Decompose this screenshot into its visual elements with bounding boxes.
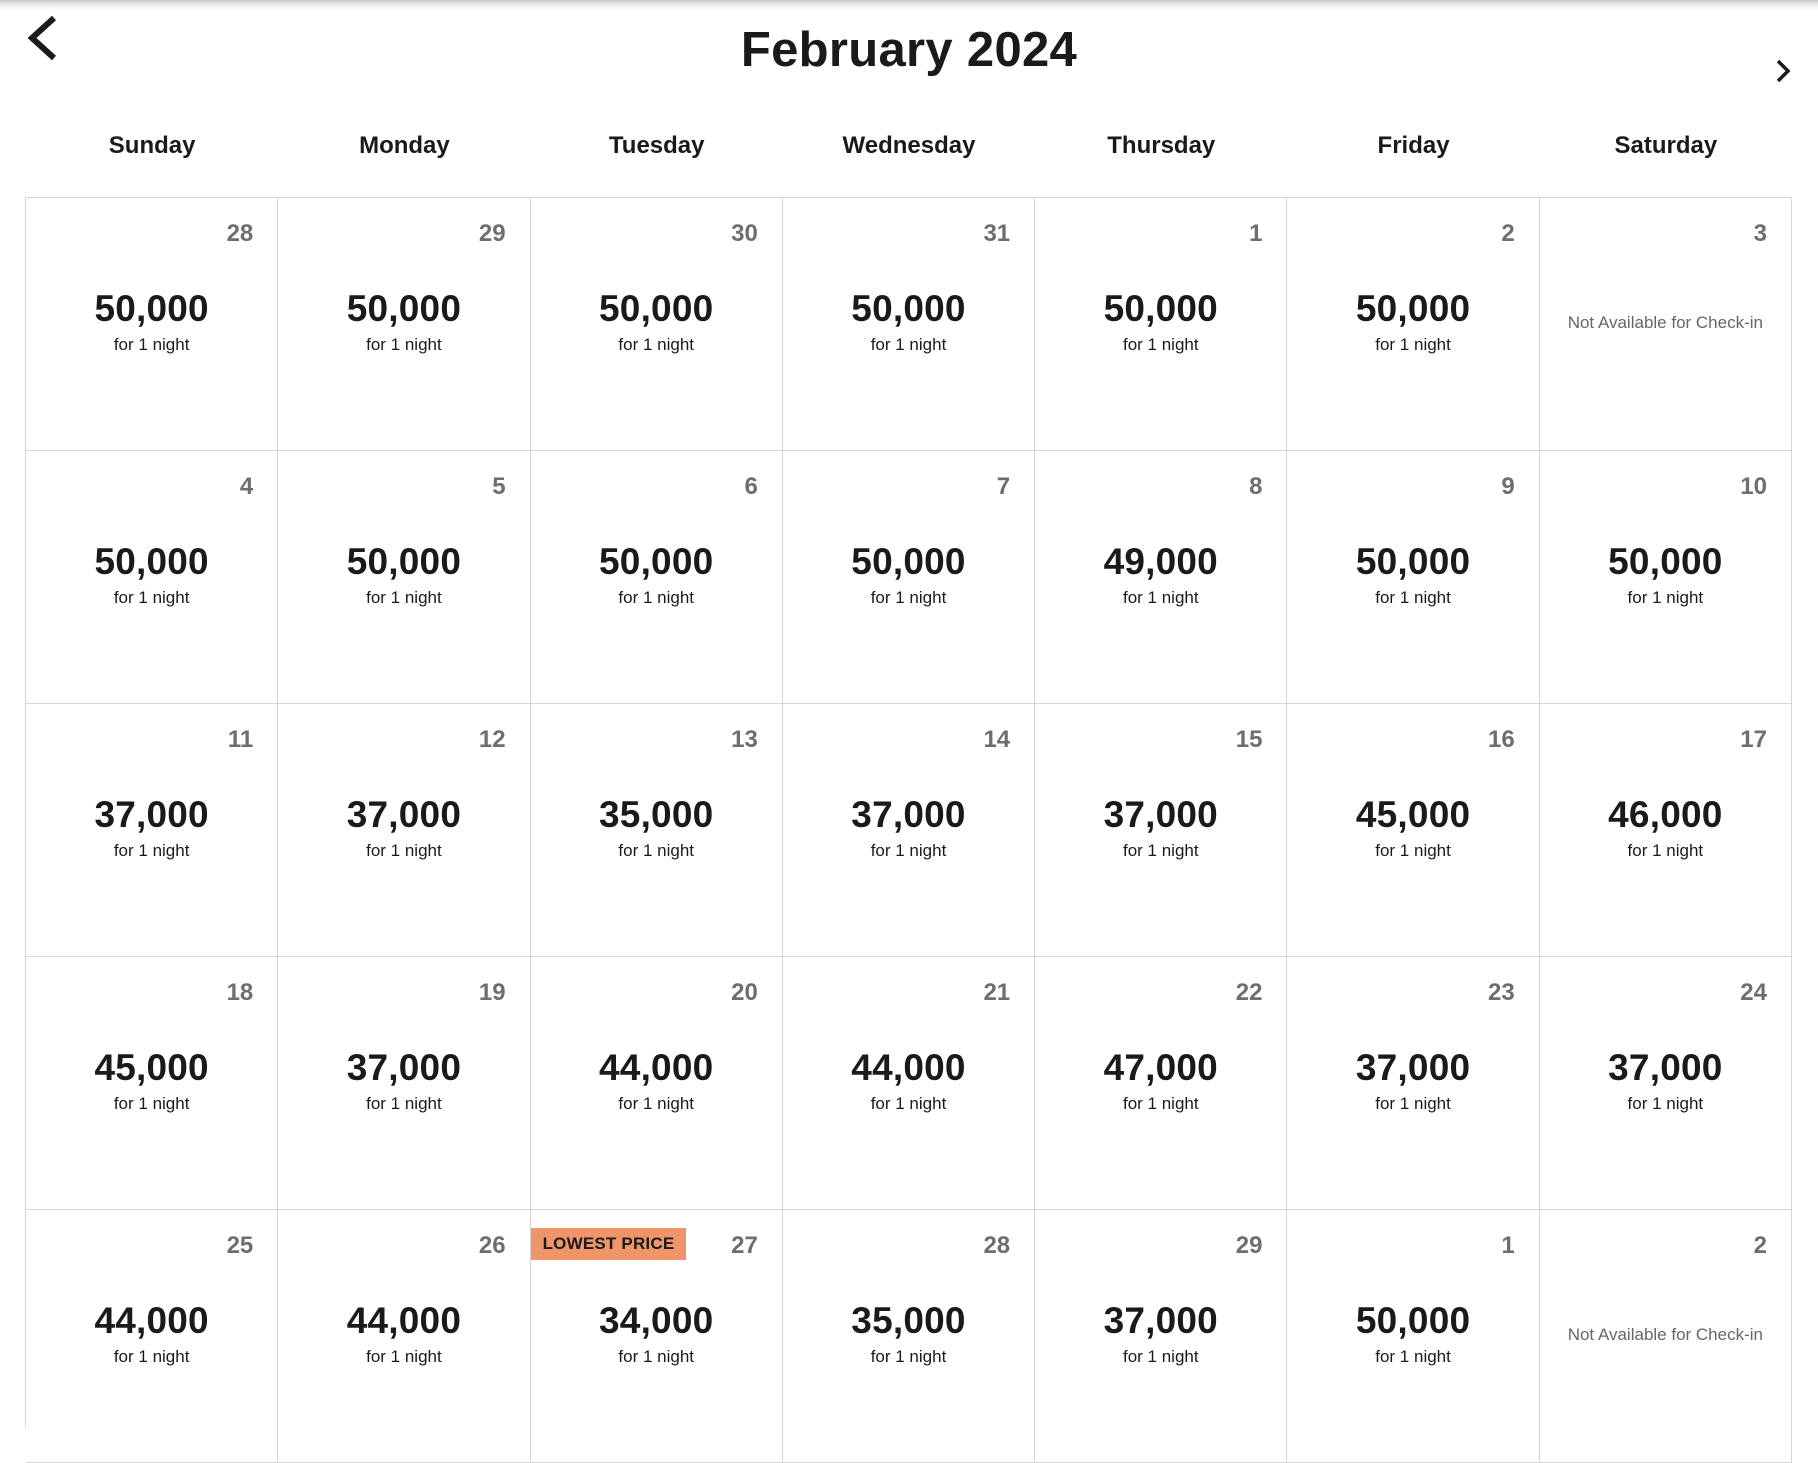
day-number: 7 <box>996 473 1011 500</box>
points-price: 50,000 <box>94 541 209 582</box>
calendar-day-cell[interactable] <box>278 1210 530 1463</box>
calendar-day-cell[interactable] <box>26 1210 278 1463</box>
day-number: 17 <box>1740 726 1767 753</box>
nights-label: for 1 night <box>1122 1094 1199 1113</box>
nights-label: for 1 night <box>113 588 190 607</box>
calendar-day-cell <box>1540 198 1792 451</box>
chevron-right-icon <box>1766 54 1800 88</box>
day-number: 6 <box>744 473 758 500</box>
points-price: 50,000 <box>1103 288 1218 329</box>
nights-label: for 1 night <box>618 335 694 354</box>
calendar-day-cell[interactable] <box>1035 451 1287 704</box>
day-number: 28 <box>226 220 254 247</box>
calendar-day-cell[interactable] <box>1287 704 1539 957</box>
calendar-day-cell[interactable] <box>783 704 1035 957</box>
calendar-day-cell[interactable] <box>278 451 530 704</box>
calendar-day-cell[interactable] <box>1540 704 1792 957</box>
nights-label: for 1 night <box>870 588 947 607</box>
day-number: 1 <box>1501 1232 1515 1259</box>
calendar-day-cell[interactable] <box>783 1210 1035 1463</box>
calendar-day-cell[interactable] <box>26 704 278 957</box>
day-number: 2 <box>1753 1232 1767 1259</box>
nights-label: for 1 night <box>366 335 442 354</box>
day-number: 14 <box>983 726 1011 753</box>
day-number: 28 <box>983 1232 1011 1259</box>
points-price: 37,000 <box>346 1047 462 1088</box>
points-price: 37,000 <box>346 794 462 835</box>
points-price: 35,000 <box>599 794 714 835</box>
points-price: 50,000 <box>851 541 966 582</box>
day-number: 16 <box>1488 726 1515 753</box>
points-price: 50,000 <box>599 288 714 329</box>
nights-label: for 1 night <box>618 841 694 860</box>
points-price: 44,000 <box>599 1047 714 1088</box>
points-price: 50,000 <box>599 541 714 582</box>
points-price: 50,000 <box>1355 288 1471 329</box>
points-price: 50,000 <box>851 288 966 329</box>
weekday-friday: Friday <box>1377 132 1450 159</box>
nights-label: for 1 night <box>1375 588 1451 607</box>
day-number: 5 <box>492 473 506 500</box>
top-shadow <box>0 0 1818 10</box>
calendar-day-cell[interactable] <box>1035 704 1287 957</box>
weekday-saturday: Saturday <box>1614 132 1718 159</box>
day-number: 24 <box>1740 979 1767 1006</box>
weekday-thursday: Thursday <box>1107 132 1216 159</box>
nights-label: for 1 night <box>366 1347 442 1366</box>
calendar-day-cell[interactable] <box>1035 1210 1287 1463</box>
calendar-day-cell[interactable] <box>531 451 783 704</box>
calendar-day-cell[interactable] <box>1287 1210 1539 1463</box>
day-number: 25 <box>226 1232 254 1259</box>
day-number: 8 <box>1249 473 1263 500</box>
day-number: 11 <box>227 726 254 753</box>
nights-label: for 1 night <box>870 1094 947 1113</box>
points-price: 45,000 <box>1355 794 1471 835</box>
points-price: 50,000 <box>1608 541 1723 582</box>
points-price: 44,000 <box>346 1300 462 1341</box>
day-number: 26 <box>478 1232 506 1259</box>
nights-label: for 1 night <box>618 588 694 607</box>
calendar-day-cell[interactable] <box>278 704 530 957</box>
points-price: 35,000 <box>851 1300 966 1341</box>
calendar-day-cell[interactable] <box>1540 957 1792 1210</box>
points-price: 50,000 <box>346 288 462 329</box>
month-title: February 2024 <box>740 23 1078 77</box>
weekday-tuesday: Tuesday <box>608 132 705 159</box>
day-number: 10 <box>1740 473 1767 500</box>
nights-label: for 1 night <box>113 1347 190 1366</box>
day-number: 22 <box>1235 979 1263 1006</box>
day-number: 2 <box>1501 220 1515 247</box>
nights-label: for 1 night <box>870 1347 947 1366</box>
weekday-wednesday: Wednesday <box>842 132 976 159</box>
day-number: 19 <box>478 979 506 1006</box>
day-number: 31 <box>983 220 1011 247</box>
calendar-day-cell[interactable] <box>1035 957 1287 1210</box>
points-price: 50,000 <box>94 288 209 329</box>
nights-label: for 1 night <box>366 588 442 607</box>
weekday-monday: Monday <box>359 132 450 159</box>
nights-label: for 1 night <box>113 1094 190 1113</box>
calendar-day-cell[interactable] <box>1287 451 1539 704</box>
points-price: 50,000 <box>346 541 462 582</box>
calendar-day-cell[interactable] <box>783 198 1035 451</box>
nights-label: for 1 night <box>870 335 947 354</box>
nights-label: for 1 night <box>1122 335 1199 354</box>
nights-label: for 1 night <box>1627 1094 1704 1113</box>
nights-label: for 1 night <box>366 841 442 860</box>
calendar-day-cell[interactable] <box>783 957 1035 1210</box>
points-price: 46,000 <box>1608 794 1723 835</box>
calendar-day-cell[interactable] <box>26 451 278 704</box>
day-number: 20 <box>731 979 758 1006</box>
nights-label: for 1 night <box>1627 841 1704 860</box>
weekday-header-row <box>26 132 1792 172</box>
calendar-day-cell[interactable] <box>531 704 783 957</box>
nights-label: for 1 night <box>1627 588 1704 607</box>
calendar-day-cell[interactable] <box>531 198 783 451</box>
nights-label: for 1 night <box>1122 588 1199 607</box>
calendar-day-cell[interactable] <box>1287 957 1539 1210</box>
day-number: 4 <box>239 473 254 500</box>
day-number: 29 <box>478 220 506 247</box>
next-month-button[interactable] <box>1766 54 1800 88</box>
unavailable-label: Not Available for Check-in <box>1567 313 1763 332</box>
points-price: 47,000 <box>1103 1047 1218 1088</box>
day-number: 9 <box>1501 473 1515 500</box>
calendar-day-cell[interactable] <box>1287 198 1539 451</box>
points-price: 37,000 <box>1355 1047 1471 1088</box>
nights-label: for 1 night <box>1375 1094 1451 1113</box>
day-number: 30 <box>731 220 758 247</box>
points-price: 44,000 <box>851 1047 966 1088</box>
calendar-day-cell[interactable] <box>26 957 278 1210</box>
calendar-grid <box>25 197 1792 1427</box>
day-number: 18 <box>226 979 254 1006</box>
points-price: 37,000 <box>1103 1300 1218 1341</box>
calendar-day-cell[interactable] <box>783 451 1035 704</box>
nights-label: for 1 night <box>870 841 947 860</box>
day-number: 21 <box>983 979 1011 1006</box>
nights-label: for 1 night <box>1375 335 1451 354</box>
points-price: 45,000 <box>94 1047 209 1088</box>
calendar-day-cell[interactable] <box>278 957 530 1210</box>
nights-label: for 1 night <box>1375 841 1451 860</box>
lowest-price-badge: LOWEST PRICE <box>531 1228 687 1260</box>
day-number: 3 <box>1753 220 1767 247</box>
points-price: 34,000 <box>599 1300 714 1341</box>
day-number: 15 <box>1235 726 1263 753</box>
calendar-day-cell[interactable] <box>278 198 530 451</box>
nights-label: for 1 night <box>1122 1347 1199 1366</box>
day-number: 1 <box>1249 220 1263 247</box>
day-number: 27 <box>731 1232 758 1259</box>
nights-label: for 1 night <box>1375 1347 1451 1366</box>
calendar-day-cell[interactable] <box>531 957 783 1210</box>
calendar-day-cell[interactable] <box>1035 198 1287 451</box>
nights-label: for 1 night <box>618 1094 694 1113</box>
points-price: 44,000 <box>94 1300 209 1341</box>
points-price: 37,000 <box>1608 1047 1723 1088</box>
nights-label: for 1 night <box>366 1094 442 1113</box>
calendar-day-cell[interactable] <box>1540 451 1792 704</box>
points-price: 49,000 <box>1103 541 1218 582</box>
points-price: 37,000 <box>851 794 966 835</box>
day-number: 29 <box>1235 1232 1263 1259</box>
points-price: 50,000 <box>1355 1300 1471 1341</box>
day-number: 13 <box>731 726 758 753</box>
nights-label: for 1 night <box>113 335 190 354</box>
points-price: 37,000 <box>94 794 209 835</box>
day-number: 23 <box>1488 979 1515 1006</box>
calendar-day-cell <box>1540 1210 1792 1463</box>
day-number: 12 <box>478 726 506 753</box>
calendar-day-cell[interactable] <box>26 198 278 451</box>
points-price: 37,000 <box>1103 794 1218 835</box>
weekday-sunday: Sunday <box>108 132 196 159</box>
nights-label: for 1 night <box>113 841 190 860</box>
calendar-day-cell[interactable] <box>531 1210 783 1463</box>
points-price: 50,000 <box>1355 541 1471 582</box>
nights-label: for 1 night <box>1122 841 1199 860</box>
nights-label: for 1 night <box>618 1347 694 1366</box>
unavailable-label: Not Available for Check-in <box>1567 1325 1763 1344</box>
